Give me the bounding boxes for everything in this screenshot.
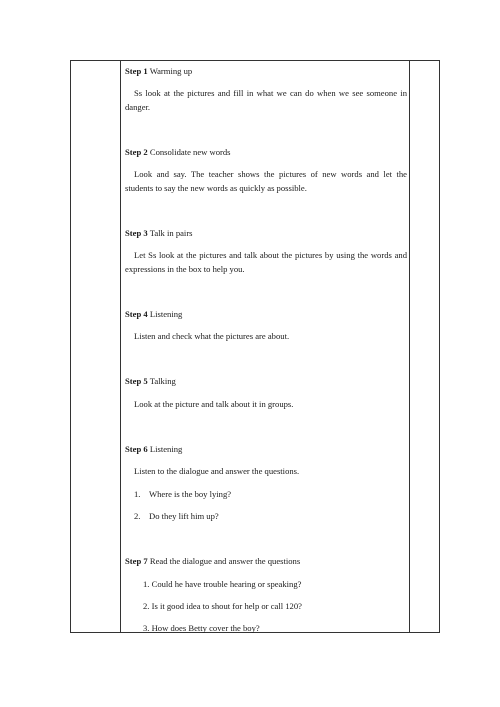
step-title: Warming up <box>149 66 193 76</box>
step-title: Consolidate new words <box>149 146 231 157</box>
list-item: 2. Is it good idea to shout for help or call 120? <box>143 600 302 611</box>
step-7-question-list <box>125 578 407 636</box>
step-label: Step 4 <box>125 308 148 319</box>
step-3-text: Let Ss look at the pictures and talk about the pictures by using the words and expressions in the box to help you. <box>125 250 407 274</box>
step-6-text: Listen to the dialogue and answer the questions. <box>134 466 300 477</box>
step-title: Listening <box>149 444 183 455</box>
step-label: Step 3 <box>125 227 148 238</box>
step-2-heading <box>125 146 407 159</box>
step-7-heading <box>125 555 407 568</box>
list-item: 3. How does Betty cover the boy? <box>143 623 260 634</box>
step-4-text: Listen and check what the pictures are about. <box>134 331 290 342</box>
step-title: Talk in pairs <box>149 227 193 238</box>
step-6-question-list <box>125 488 407 524</box>
lesson-table <box>70 60 440 633</box>
left-column-divider <box>120 61 121 632</box>
list-number: 2. <box>134 511 141 521</box>
list-item: 1. Could he have trouble hearing or speaking? <box>143 578 302 589</box>
list-item <box>125 510 407 523</box>
list-number: 1. <box>134 488 141 499</box>
step-label: Step 1 <box>125 66 148 76</box>
step-4-heading <box>125 308 407 321</box>
step-label: Step 2 <box>125 146 148 157</box>
list-text: Do they lift him up? <box>149 511 219 521</box>
step-5-text: Look at the picture and talk about it in groups. <box>134 398 294 409</box>
step-label: Step 7 <box>125 556 148 567</box>
step-title: Talking <box>149 376 176 387</box>
step-5-heading <box>125 375 407 388</box>
step-title: Listening <box>149 308 183 319</box>
step-label: Step 5 <box>125 376 148 387</box>
step-2-text: Look and say. The teacher shows the pictures of new words and let the students to say the new words as quickly as possible. <box>125 169 407 193</box>
list-item <box>125 488 407 501</box>
step-1-text: Ss look at the pictures and fill in what we can do when we see someone in danger. <box>125 88 407 112</box>
list-text: Where is the boy lying? <box>149 488 232 499</box>
step-6-heading <box>125 443 407 456</box>
lesson-steps-cell <box>125 65 407 636</box>
step-3-heading <box>125 227 407 240</box>
step-label: Step 6 <box>125 444 148 455</box>
right-column-divider <box>409 61 410 632</box>
step-1-heading <box>125 65 407 78</box>
step-title: Read the dialogue and answer the questions <box>149 556 301 567</box>
